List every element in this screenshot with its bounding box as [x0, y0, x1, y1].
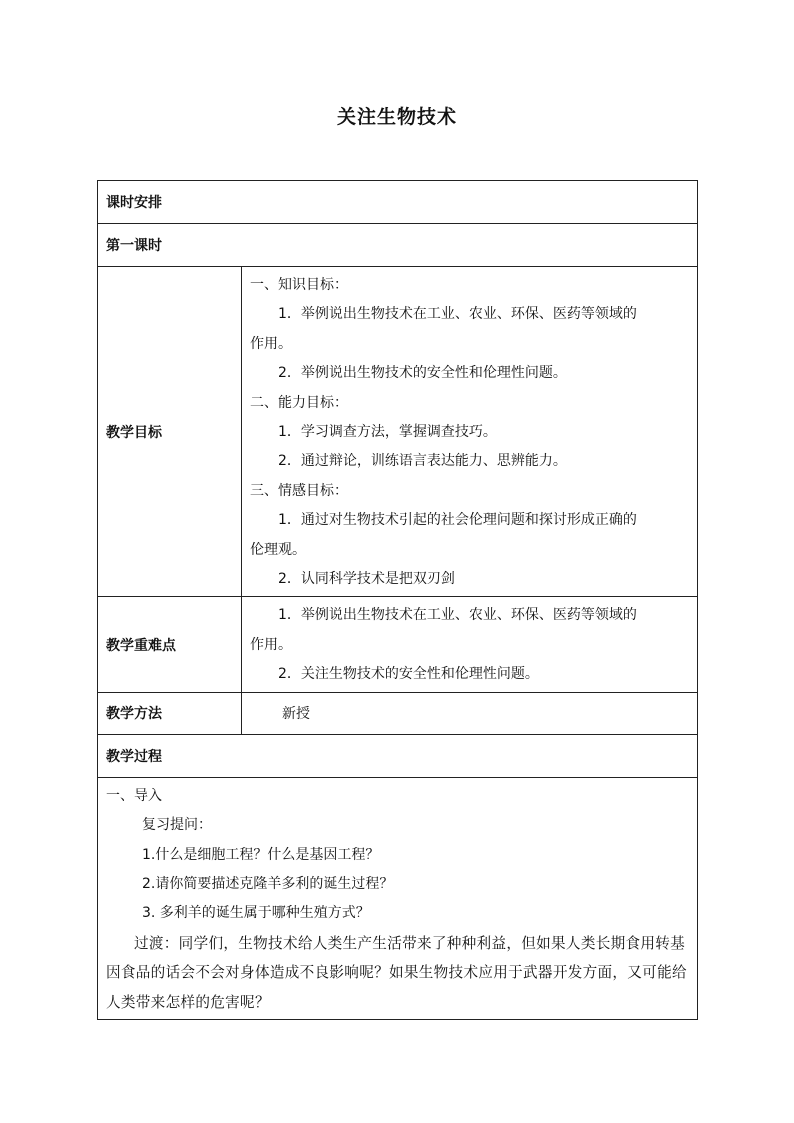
review-question-2: 2.请你简要描述克隆羊多利的诞生过程？ [142, 875, 394, 892]
objectives-label: 教学目标 [98, 267, 242, 597]
lesson-plan-table [97, 180, 698, 1020]
process-content-row [98, 777, 698, 1019]
knowledge-item-2: 2．举例说出生物技术的安全性和伦理性问题。 [278, 365, 567, 382]
emotion-heading: 三、情感目标： [250, 482, 348, 499]
method-value: 新授 [242, 692, 698, 734]
emotion-item-2: 2．认同科学技术是把双刃剑 [278, 571, 455, 588]
key-points-content [242, 597, 698, 692]
method-label: 教学方法 [98, 692, 242, 734]
knowledge-heading: 一、知识目标： [250, 277, 348, 293]
page-title: 关注生物技术 [336, 106, 457, 128]
ability-heading: 二、能力目标： [250, 394, 348, 411]
key-points-label: 教学重难点 [98, 597, 242, 692]
method-row [98, 692, 698, 734]
review-question-1: 1.什么是细胞工程？什么是基因工程？ [142, 846, 380, 863]
objectives-row [98, 267, 698, 597]
transition-paragraph [106, 929, 689, 1017]
schedule-row [98, 181, 698, 224]
key-point-1-line-1: 1．举例说出生物技术在工业、农业、环保、医药等领域的 [278, 607, 637, 624]
emotion-item-1-line-2: 伦理观。 [250, 541, 306, 558]
transition-text: 过渡：同学们，生物技术给人类生产生活带来了种种利益，但如果人类长期食用转基因食品的话会不会对身体造成不良影响呢？如果生物技术应用于武器开发方面，又可能给人类带来怎样的危害呢？ [106, 934, 687, 1011]
key-points-row [98, 597, 698, 692]
process-row [98, 734, 698, 777]
review-question-3: 3. 多利羊的诞生属于哪种生殖方式？ [142, 905, 370, 922]
objectives-content [242, 267, 698, 597]
key-point-1-line-2: 作用。 [250, 636, 292, 653]
ability-item-1: 1．学习调查方法，掌握调查技巧。 [278, 424, 497, 441]
key-point-2: 2．关注生物技术的安全性和伦理性问题。 [278, 666, 539, 683]
ability-item-2: 2．通过辩论，训练语言表达能力、思辨能力。 [278, 453, 567, 470]
process-content [98, 777, 698, 1019]
process-heading: 一、导入 [106, 787, 162, 804]
review-label: 复习提问： [142, 817, 212, 834]
knowledge-item-1-line-2: 作用。 [250, 335, 292, 352]
process-header: 教学过程 [98, 734, 698, 777]
lesson-header: 第一课时 [98, 224, 698, 267]
knowledge-item-1-line-1: 1．举例说出生物技术在工业、农业、环保、医药等领域的 [278, 306, 637, 323]
schedule-header: 课时安排 [98, 181, 698, 224]
lesson-row [98, 224, 698, 267]
emotion-item-1-line-1: 1．通过对生物技术引起的社会伦理问题和探讨形成正确的 [278, 512, 637, 529]
